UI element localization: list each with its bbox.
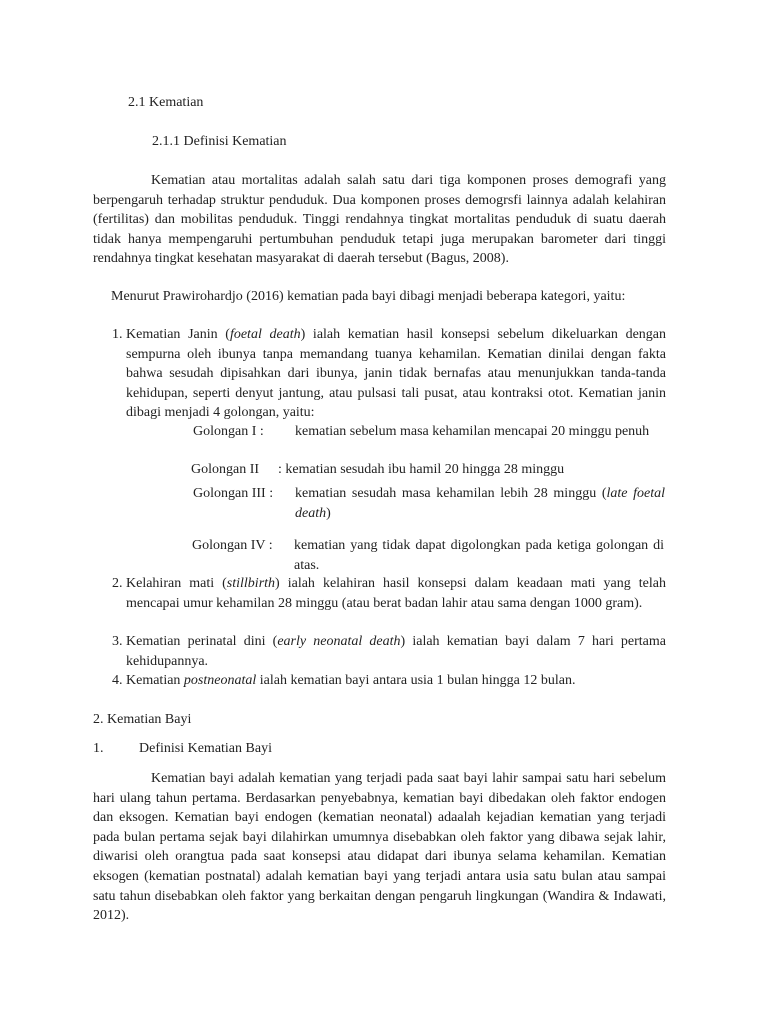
golongan-text: kematian sebelum masa kehamilan mencapai 20 minggu penuh <box>295 424 650 439</box>
list-item-text: Kelahiran mati (stillbirth) ialah kelahiran hasil konsepsi dalam keadaan mati yang telah mencapai umur kehamilan 28 minggu (atau berat badan lahir atau sama dengan 1000 gram). <box>126 576 666 611</box>
list-item-text: Kematian perinatal dini (early neonatal death) ialah kematian bayi dalam 7 hari pertama kehidupannya. <box>126 634 666 669</box>
list-number: 4. <box>112 673 123 688</box>
golongan-row <box>193 484 665 524</box>
list-item <box>112 671 666 691</box>
subsection-heading <box>93 739 272 759</box>
subsection-title: Definisi Kematian Bayi <box>139 741 272 756</box>
list-item-text: Kematian postneonatal ialah kematian bayi antara usia 1 bulan hingga 12 bulan. <box>126 673 576 688</box>
list-item-text: Kematian Janin (foetal death) ialah kematian hasil konsepsi sebelum dikeluarkan dengan sempurna oleh ibunya tanpa memandang tuanya kehamilan. Kematian dinilai dengan fakta bahwa sesudah dipisahkan dari ibunya, janin tidak bernafas atau menunjukkan tanda-tanda kehidupan, seperti denyut jantung, atau pulsasi tali pusat, atau kontraksi otot. Kematian janin dibagi menjadi 4 golongan, yaitu: <box>126 327 666 421</box>
golongan-row <box>191 460 665 480</box>
list-number: 1. <box>112 327 123 342</box>
section-heading-2-1-1: 2.1.1 Definisi Kematian <box>152 134 287 149</box>
paragraph-mortalitas: Kematian atau mortalitas adalah salah satu dari tiga komponen proses demografi yang berpengaruh terhadap struktur penduduk. Dua komponen proses demogrsfi lainnya adalah kelahiran (fertilitas) dan mobilitas penduduk. Tinggi rendahnya tingkat mortalitas penduduk di suatu daerah tidak hanya mempengaruhi pertumbuhan penduduk tetapi juga merupakan barometer dari tinggi rendahnya tingkat kesehatan masyarakat di daerah tersebut (Bagus, 2008). <box>93 173 666 267</box>
list-number: 2. <box>112 576 123 591</box>
list-item <box>112 574 666 613</box>
paragraph-kematian-bayi: Kematian bayi adalah kematian yang terjadi pada saat bayi lahir sampai satu hari sebelum hari ulang tahun pertama. Berdasarkan penyebabnya, kematian bayi dibedakan oleh faktor endogen dan eksogen. Kematian bayi endogen (kematian neonatal) adaalah kejadian kematian yang terjadi pada bulan pertama sejak bayi dilahirkan umumnya disebabkan oleh faktor yang dibawa sejak lahir, diwarisi oleh orangtua pada saat konsepsi atau didapat dari ibunya selama kehamilan. Kematian eksogen (kematian postnatal) adalah kematian bayi yang terjadi antara usia satu bulan atau sampai satu tahun disebabkan oleh faktor yang berkaitan dengan pengaruh lingkungan (Wandira & Indawati, 2012). <box>93 771 666 924</box>
term-early-neonatal-death: early neonatal death <box>277 634 401 649</box>
golongan-text: kematian sesudah masa kehamilan lebih 28 minggu (late foetal death) <box>295 486 665 521</box>
golongan-text: : kematian sesudah ibu hamil 20 hingga 28 minggu <box>278 462 565 477</box>
term-stillbirth: stillbirth <box>226 576 276 591</box>
term-foetal-death: foetal death <box>229 327 301 342</box>
golongan-row <box>193 422 665 462</box>
golongan-label: Golongan II <box>191 462 260 477</box>
section-heading-2-1: 2.1 Kematian <box>128 95 204 110</box>
golongan-label: Golongan III : <box>193 486 274 501</box>
section-heading-2: 2. Kematian Bayi <box>93 712 192 727</box>
golongan-row <box>192 536 665 576</box>
subsection-number: 1. <box>93 741 104 756</box>
list-number: 3. <box>112 634 123 649</box>
term-postneonatal: postneonatal <box>183 673 257 688</box>
golongan-text: kematian yang tidak dapat digolongkan pada ketiga golongan di atas. <box>294 538 664 573</box>
golongan-label: Golongan IV : <box>192 538 273 553</box>
list-item <box>112 325 666 423</box>
paragraph-kategori: Menurut Prawirohardjo (2016) kematian pada bayi dibagi menjadi beberapa kategori, yaitu: <box>111 289 626 304</box>
golongan-label: Golongan I : <box>193 424 264 439</box>
list-item <box>112 632 666 671</box>
term-late-foetal-death: late foetal death <box>295 486 665 521</box>
